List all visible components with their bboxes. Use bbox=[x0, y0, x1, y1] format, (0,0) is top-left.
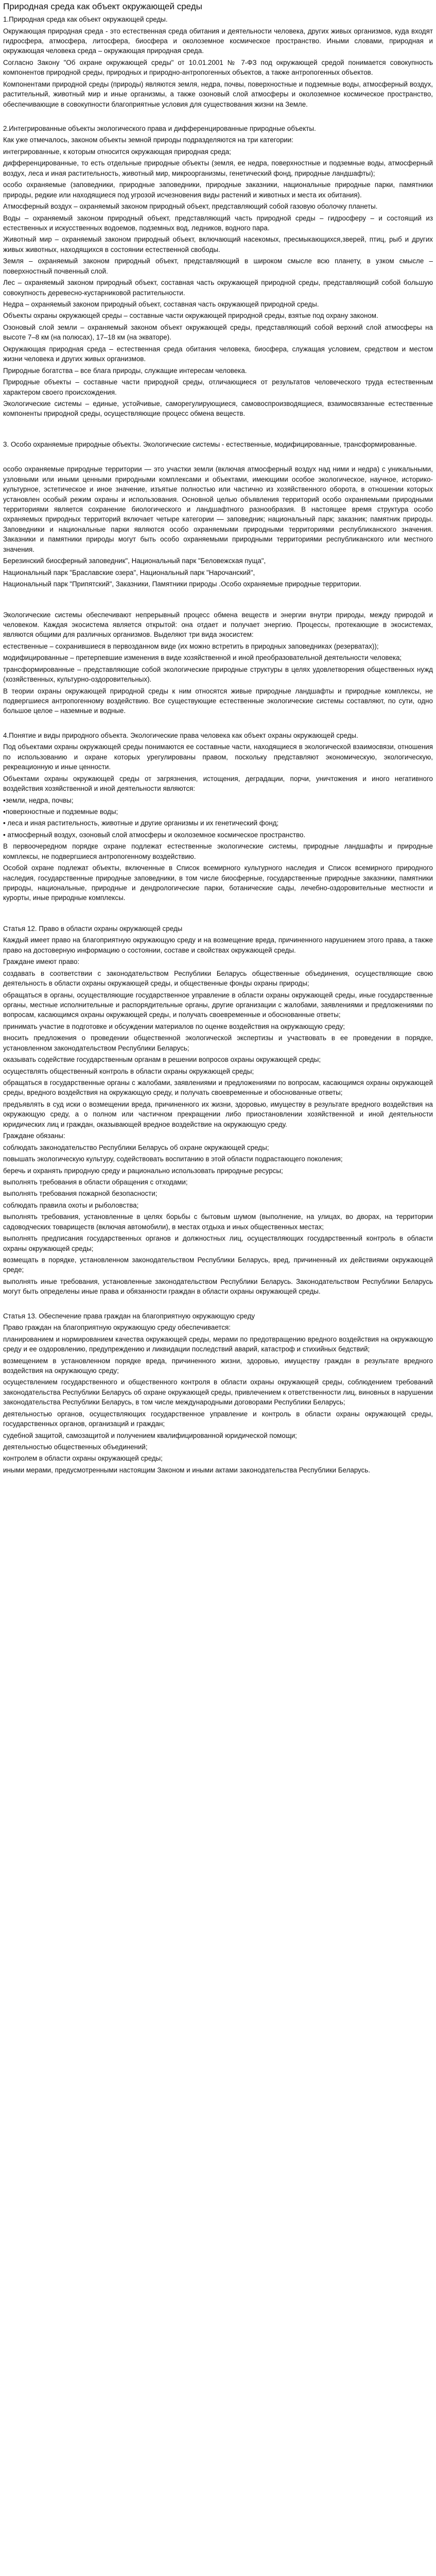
section-article-13 bbox=[3, 1311, 433, 1476]
paragraph: Озоновый слой земли – охраняемый законом объект окружающей среды, представляющий собой верхний слой атмосферы на высоте 7–8 км (на полюсах), 17–18 км (на экваторе). bbox=[3, 323, 433, 342]
paragraph: Недра – охраняемый законом природный объект, составная часть окружающей природной среды. bbox=[3, 300, 319, 309]
paragraph: оказывать содействие государственным органам в решении вопросов охраны окружающей среды; bbox=[3, 1056, 321, 1064]
paragraph: деятельностью общественных объединений; bbox=[3, 1443, 148, 1451]
paragraph: выполнять требования пожарной безопасности; bbox=[3, 1190, 158, 1198]
paragraph: соблюдать правила охоты и рыболовства; bbox=[3, 1201, 139, 1209]
paragraph: Природные объекты – составные части природной среды, отличающиеся от результатов человеческого труда естественным характером своего происхождения. bbox=[3, 378, 433, 396]
paragraph: осуществлять общественный контроль в области охраны окружающей среды; bbox=[3, 1067, 254, 1075]
section-3 bbox=[3, 439, 433, 589]
paragraph: естественные – сохранившиеся в первозданном виде (их можно встретить в природных заповедниках (резерватах)); bbox=[3, 642, 379, 650]
paragraph: выполнять предписания государственных органов и должностных лиц, осуществляющих государственный контроль в области охраны окружающей среды; bbox=[3, 1234, 433, 1252]
paragraph: Граждане имеют право: bbox=[3, 958, 80, 966]
list-item: •поверхностные и подземные воды; bbox=[3, 807, 118, 816]
list-item: • атмосферный воздух, озоновый слой атмосферы и околоземное космическое пространство. bbox=[3, 831, 306, 839]
paragraph: повышать экологическую культуру, содействовать воспитанию в этой области подрастающего поколения; bbox=[3, 1155, 343, 1163]
paragraph: контролем в области охраны окружающей среды; bbox=[3, 1454, 163, 1463]
paragraph: Экологические системы обеспечивают непрерывный процесс обмена веществ и энергии внутри природы, между природой и человеком. Каждая экосистема является открытой: она отдает и получает энергию. Процессы, протекающие в экосистемах, являются общими для различных организмов. Выделяют три вида экосистем: bbox=[3, 611, 433, 639]
paragraph: осуществлением государственного и общественного контроля в области охраны окружающей среды, соблюдением требований законодательства Республики Беларусь об охране окружающей среды, привлечением к ответственности лиц, виновных в нарушении законодательства Республики Беларусь, в том числе международными договорами Республики Беларусь; bbox=[3, 1378, 433, 1406]
page-title: Природная среда как объект окружающей среды bbox=[3, 2, 202, 11]
paragraph: предъявлять в суд иски о возмещении вреда, причиненного их жизни, здоровью, имуществу в результате вредного воздействия на окружающую среду, а о полном или частичном прекращении либо приостановлении хозяйственной и иной деятельности юридических лиц и граждан, оказывающей вредное воздействие на окружающую среду. bbox=[3, 1100, 433, 1128]
paragraph: Экологические системы – единые, устойчивые, саморегулирующиеся, самовоспроизводящиеся, взаимосвязанные естественные компоненты природной среды, осуществляющие процесс обмена веществ. bbox=[3, 399, 433, 418]
list-item: •земли, недра, почвы; bbox=[3, 796, 74, 804]
paragraph: Земля – охраняемый законом природный объект, представляющий в широком смысле всю планету, в узком смысле – поверхностный почвенный слой. bbox=[3, 257, 433, 275]
section-1-heading: 1.Природная среда как объект окружающей среды. bbox=[3, 15, 168, 24]
paragraph: Компонентами природной среды (природы) являются земля, недра, почвы, поверхностные и подземные воды, атмосферный воздух, растительный, животный мир и иные организмы, а также озоновый слой атмосферы и околоземное космическое пространство, обеспечивающие в совокупности благоприятные условия для существования жизни на Земле. bbox=[3, 80, 433, 108]
section-5-heading: 4.Понятие и виды природного объекта. Экологические права человека как объект охраны окружающей среды. bbox=[3, 731, 358, 739]
paragraph: модифицированные – претерпевшие изменения в виде хозяйственной и иной преобразовательной деятельности человека; bbox=[3, 654, 402, 662]
list-item: • леса и иная растительность, животные и другие организмы и их генетический фонд; bbox=[3, 819, 279, 827]
paragraph: соблюдать законодательство Республики Беларусь об охране окружающей среды; bbox=[3, 1143, 269, 1151]
article-13-heading: Статья 13. Обеспечение права граждан на благоприятную окружающую среду bbox=[3, 1312, 255, 1320]
paragraph: Лес – охраняемый законом природный объект, составная часть окружающей природной среды, представляющий собой большую совокупность деревесно-кустарниковой растительности. bbox=[3, 279, 433, 297]
paragraph: В первоочередном порядке охране подлежат естественные экологические системы, природные ландшафты и природные комплексы, не подвергшиеся антропогенному воздействию. bbox=[3, 842, 433, 860]
paragraph: возмещать в порядке, установленном законодательством Республики Беларусь, вред, причиненный их действиями окружающей среде; bbox=[3, 1256, 433, 1274]
paragraph: особо охраняемые природные территории — это участки земли (включая атмосферный воздух над ними и недра) с уникальными, узловными или иными ценными природными комплексами и объектами, имеющими особое экологическое, научное, историко-культурное, эстетическое и иное значение, изъятые полностью или частично из хозяйственного оборота, в отношении которых установлен особый режим охраны и использования. Основной целью объявления территорий особо охраняемыми природными территориями является сохранение биологического и ландшафтного разнообразия. В настоящее время структура особо охраняемых природных территорий включает четыре категории — заповедник; национальный парк; заказник; памятник природы. Заповедники и национальные парки являются особо охраняемыми природными территориями республиканского значения. Заказники и памятники природы могут быть особо охраняемыми природными территориями республиканского или местного значения. bbox=[3, 465, 433, 553]
paragraph: обращаться в органы, осуществляющие государственное управление в области охраны окружающей среды, иные государственные органы, местные исполнительные и распорядительные органы, другие организации с жалобами, заявлениями и предложениями по вопросам, касающимся охраны окружающей среды, и получать своевременные и обоснованные ответы; bbox=[3, 991, 433, 1019]
section-article-12 bbox=[3, 924, 433, 1297]
paragraph: обращаться в государственные органы с жалобами, заявлениями и предложениями по вопросам, касающимся охраны окружающей среды, вредного воздействия на окружающую среду, и получать своевременные и обоснованные ответы; bbox=[3, 1079, 433, 1097]
paragraph: Особой охране подлежат объекты, включенные в Список всемирного культурного наследия и Список всемирного природного наследия, государственные природные заповедники, в том числе биосферные, государственные природные заказники, памятники природы, национальные, природные и дендрологические парки, ботанические сады, лечебно-оздоровительные местности и курорты, иные природные комплексы. bbox=[3, 864, 433, 902]
section-1 bbox=[3, 14, 433, 109]
paragraph: трансформированные – представляющие собой экологические природные структуры в целях удовлетворения общественных нужд (хозяйственных, культурно-оздоровительных). bbox=[3, 665, 433, 684]
article-12-heading: Статья 12. Право в области охраны окружающей среды bbox=[3, 924, 183, 933]
paragraph: иными мерами, предусмотренными настоящим Законом и иными актами законодательства Республики Беларусь. bbox=[3, 1466, 371, 1474]
paragraph: Животный мир – охраняемый законом природный объект, включающий насекомых, пресмыкающихся,зверей, птиц, рыб и других живых животных, находящихся в состоянии естественной свободы. bbox=[3, 235, 433, 253]
paragraph: выполнять требования в области обращения с отходами; bbox=[3, 1178, 188, 1186]
paragraph: Окружающая природная среда – естественная среда обитания человека, биосфера, служащая условием, средством и местом жизни человека и других живых организмов. bbox=[3, 345, 433, 363]
paragraph: Воды – охраняемый законом природный объект, представляющий часть природной среды – гидросферу – и состоящий из естественных и искусственных водоемов, подземных вод, ледников, водного пара. bbox=[3, 214, 433, 232]
paragraph: Как уже отмечалось, законом объекты земной природы подразделяются на три категории: bbox=[3, 136, 293, 144]
paragraph: Право граждан на благоприятную окружающую среду обеспечивается: bbox=[3, 1324, 231, 1332]
paragraph: Под объектами охраны окружающей среды понимаются ее составные части, находящиеся в экологической взаимосвязи, отношения по использованию и охране которых урегулированы правом, поскольку представляют экономическую, экологическую, рекреационную и иные ценности. bbox=[3, 743, 433, 771]
paragraph: Граждане обязаны: bbox=[3, 1132, 65, 1140]
paragraph: возмещением в установленном порядке вреда, причиненного жизни, здоровью, имуществу граждан в результате вредного воздействия на окружающую среду; bbox=[3, 1357, 433, 1375]
paragraph: Атмосферный воздух – охраняемый законом природный объект, представляющий собой газовую оболочку планеты. bbox=[3, 202, 378, 211]
paragraph: выполнять требования, установленные в целях борьбы с бытовым шумом (выполнение, на улицах, во дворах, на территории садоводческих товариществ (включая автомобили), в местах отдыха и иных общественных местах; bbox=[3, 1213, 433, 1231]
paragraph: дифференцированные, то есть отдельные природные объекты (земля, ее недра, поверхностные и подземные воды, атмосферный воздух, леса и иная растительность, животный мир, микроорганизмы, генетический фонд, природные ландшафты); bbox=[3, 159, 433, 177]
paragraph: Согласно Закону "Об охране окружающей среды" от 10.01.2001 № 7-ФЗ под окружающей средой понимается совокупность компонентов природной среды, природных и природно-антропогенных объектов, а также антропогенных объектов. bbox=[3, 58, 433, 77]
paragraph: выполнять иные требования, установленные законодательством Республики Беларусь. Законодательством Республики Беларусь могут быть определены иные права и обязанности граждан в области охраны окружающей среды. bbox=[3, 1277, 433, 1296]
paragraph: судебной защитой, самозащитой и получением квалифицированной юридической помощи; bbox=[3, 1431, 297, 1439]
paragraph: особо охраняемые (заповедники, природные заповедники, природные заказники, национальные природные парки, памятники природы, редкие или находящиеся под угрозой исчезновения виды растений и животных и места их обитания). bbox=[3, 181, 433, 199]
paragraph: создавать в соответствии с законодательством Республики Беларусь общественные объединения, осуществляющие свою деятельность в области охраны окружающей среды, и общественные фонды охраны природы; bbox=[3, 969, 433, 988]
section-3-heading: 3. Особо охраняемые природные объекты. Экологические системы - естественные, модифицированные, трансформированные. bbox=[3, 440, 417, 448]
section-2 bbox=[3, 124, 433, 419]
paragraph: Объектами охраны окружающей среды от загрязнения, истощения, деградации, порчи, уничтожения и иного негативного воздействия хозяйственной и иной деятельности являются: bbox=[3, 774, 433, 793]
paragraph: Березинский биосферный заповедник", Национальный парк "Беловежская пуща", bbox=[3, 557, 266, 565]
paragraph: вносить предложения о проведении общественной экологической экспертизы и участвовать в ее проведении в порядке, установленном законодательством Республики Беларусь; bbox=[3, 1034, 433, 1052]
section-2-heading: 2.Интегрированные объекты экологического права и дифференцированные природные объекты. bbox=[3, 125, 316, 133]
paragraph: интегрированные, к которым относится окружающая природная среда; bbox=[3, 147, 231, 156]
paragraph: Окружающая природная среда - это естественная среда обитания и деятельности человека, других живых организмов, куда входят гидросфера, атмосфера, литосфера, биосфера и околоземное космическое пространство. Иными словами, природная и окружающая человека среда – окружающая природная среда. bbox=[3, 27, 433, 55]
paragraph: Национальный парк "Браславские озера", Национальный парк "Нарочанский", bbox=[3, 568, 255, 577]
paragraph: Природные богатства – все блага природы, служащие интересам человека. bbox=[3, 366, 247, 375]
paragraph: беречь и охранять природную среду и рационально использовать природные ресурсы; bbox=[3, 1166, 283, 1175]
paragraph: В теории охраны окружающей природной среды к ним относятся живые природные ландшафты и природные комплексы, не подвергшиеся антропогенному воздействию. Все существующие естественные экологические системы составляют, по сути, одно большое целое – наземные и водные. bbox=[3, 687, 433, 715]
paragraph: Каждый имеет право на благоприятную окружающую среду и на возмещение вреда, причиненного нарушением этого права, а также право на достоверную информацию о состоянии, составе и свойствах окружающей среды. bbox=[3, 936, 433, 954]
paragraph: деятельностью органов, осуществляющих государственное управление и контроль в области охраны окружающей среды, государственных органов, организаций и граждан; bbox=[3, 1410, 433, 1428]
section-5 bbox=[3, 731, 433, 903]
section-4 bbox=[3, 610, 433, 716]
paragraph: Национальный парк "Припятский", Заказники, Памятники природы .Особо охраняемые природные территории. bbox=[3, 580, 361, 588]
paragraph: Объекты охраны окружающей среды – составные части окружающей природной среды, взятые под охрану законом. bbox=[3, 312, 378, 320]
paragraph: принимать участие в подготовке и обсуждении материалов по оценке воздействия на окружающую среду; bbox=[3, 1022, 345, 1030]
paragraph: планированием и нормированием качества окружающей среды, мерами по предотвращению вредного воздействия на окружающую среду и ее оздоровлению, предупреждению и ликвидации последствий аварий, катастроф и стихийных бедствий; bbox=[3, 1335, 433, 1353]
